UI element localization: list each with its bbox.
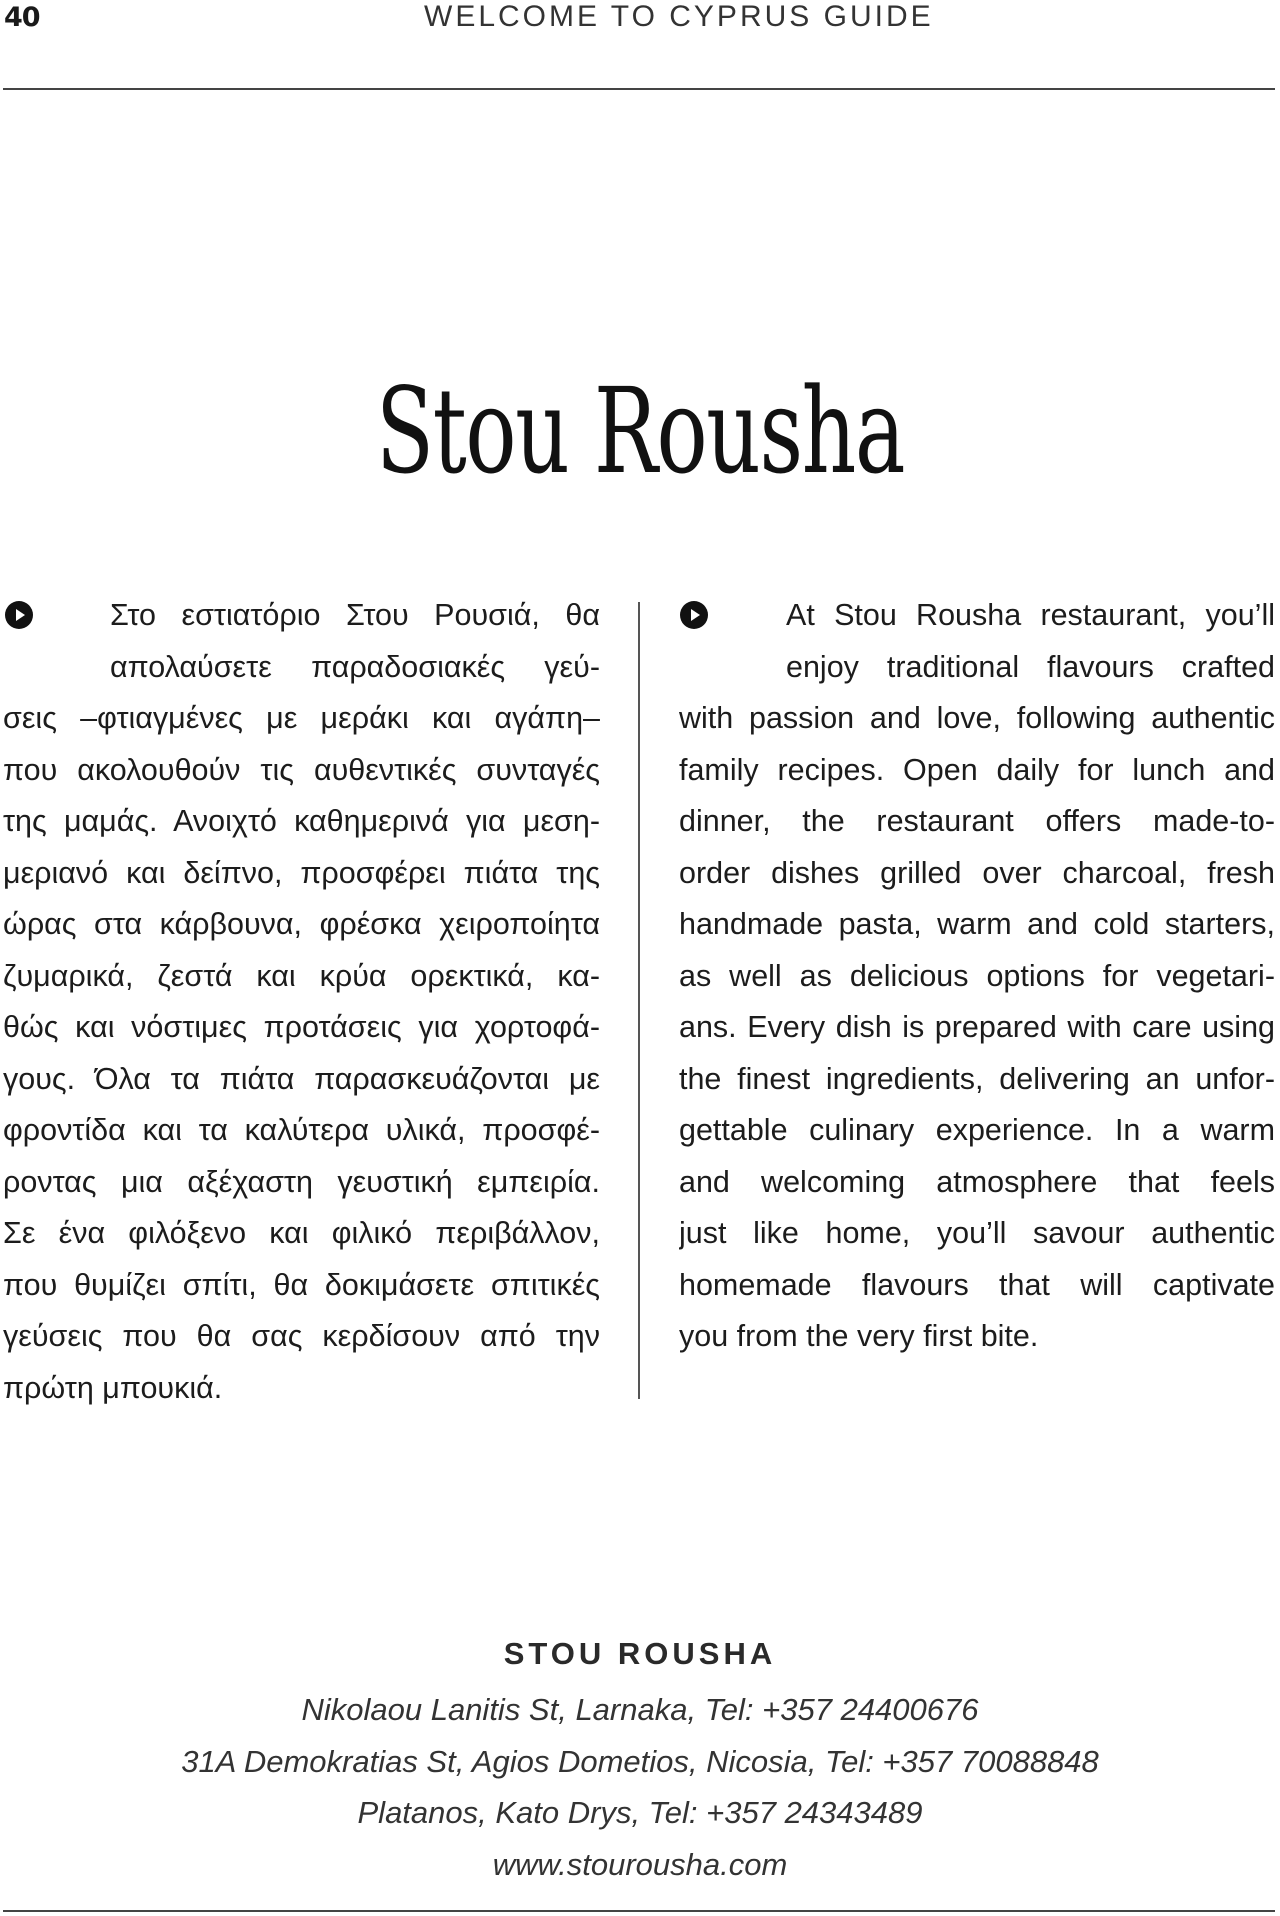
contact-info [0,1624,1280,1890]
text-line: ans. Every dish is prepared with care using [679,1010,1275,1044]
page-number: 40 [4,2,40,33]
text-line: μεριανό και δείπνο, προσφέρει πιάτα της [3,855,600,890]
text-line: απολαύσετε παραδοσιακές γεύ- [110,649,600,684]
address-larnaka: Nikolaou Lanitis St, Larnaka, Tel: +357 24400676 [301,1692,979,1727]
text-line: just like home, you’ll savour authentic [679,1216,1275,1250]
text-line: της μαμάς. Ανοιχτό καθημερινά για μεση- [3,804,600,838]
text-line: family recipes. Open daily for lunch and [679,752,1275,787]
address-kato-drys: Platanos, Kato Drys, Tel: +357 24343489 [357,1795,923,1830]
text-line: handmade pasta, warm and cold starters, [679,907,1275,941]
text-line: homemade flavours that will captivate [679,1267,1275,1302]
text-line: dinner, the restaurant offers made-to- [679,804,1275,838]
text-line: σεις –φτιαγμένες με μεράκι και αγάπη– [3,701,600,735]
text-line: φροντίδα και τα καλύτερα υλικά, προσφέ- [3,1113,600,1147]
text-line: you from the very first bite. [679,1319,1039,1353]
text-line: που ακολουθούν τις αυθεντικές συνταγές [3,752,600,787]
text-line: with passion and love, following authentic [679,701,1275,735]
english-text-column [679,590,1275,1363]
website-link[interactable]: www.stourousha.com [492,1846,788,1882]
text-line: ροντας μια αξέχαστη γευστική εμπειρία. [3,1164,600,1199]
text-line: ώρας στα κάρβουνα, φρέσκα χειροποίητα [3,907,600,941]
text-line: enjoy traditional flavours crafted [786,649,1275,684]
running-header: WELCOME TO CYPRUS GUIDE [424,0,934,33]
text-line: At Stou Rousha restaurant, you’ll [786,598,1275,632]
text-line: πρώτη μπουκιά. [3,1370,223,1405]
address-nicosia: 31A Demokratias St, Agios Dometios, Nicosia, Tel: +357 70088848 [181,1743,1099,1779]
text-line: γεύσεις που θα σας κερδίσουν από την [3,1319,600,1353]
column-divider [638,602,640,1399]
text-line: Σε ένα φιλόξενο και φιλικό περιβάλλον, [3,1216,600,1250]
article-title: Stou Rousha [375,362,905,501]
header-divider [3,88,1275,90]
greek-text-column [3,590,600,1414]
restaurant-name: STOU ROUSHA [503,1636,777,1671]
text-line: the finest ingredients, delivering an unfor- [679,1061,1275,1096]
text-line: as well as delicious options for vegetari- [679,958,1275,993]
text-line: ζυμαρικά, ζεστά και κρύα ορεκτικά, κα- [3,958,600,993]
text-line: Στο εστιατόριο Στου Ρουσιά, θα [110,598,600,632]
text-line: γους. Όλα τα πιάτα παρασκευάζονται με [3,1061,600,1096]
text-line: θώς και νόστιμες προτάσεις για χορτοφά- [3,1010,600,1044]
text-line: order dishes grilled over charcoal, fresh [679,855,1275,890]
text-line: gettable culinary experience. In a warm [679,1113,1275,1147]
text-line: and welcoming atmosphere that feels [679,1164,1275,1199]
text-line: που θυμίζει σπίτι, θα δοκιμάσετε σπιτικές [3,1267,600,1302]
footer-divider [3,1910,1275,1912]
